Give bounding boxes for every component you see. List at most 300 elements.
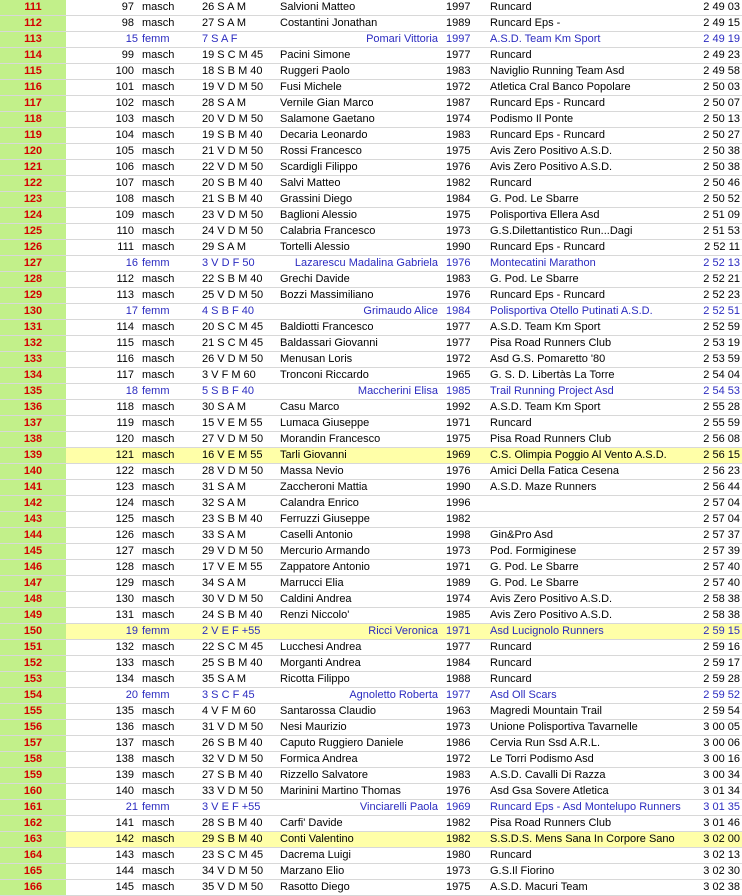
athlete-name-cell: Marzano Elio (280, 865, 345, 877)
athlete-name-cell: Caldini Andrea (280, 593, 352, 605)
athlete-name-cell: Renzi Niccolo' (280, 609, 350, 621)
category-cell: 29 V D M 50 (202, 545, 264, 557)
gender-cell: masch (142, 17, 175, 29)
position-cell: 156 (0, 720, 66, 736)
gender-cell: masch (142, 513, 175, 525)
gender-rank-cell: 127 (115, 545, 134, 557)
birth-year-cell: 1982 (444, 832, 484, 848)
category-cell: 22 S C M 45 (202, 641, 264, 653)
gender-rank-cell: 139 (115, 769, 134, 781)
finish-time-cell: 2 51 53 (703, 225, 740, 237)
gender-cell: masch (142, 769, 175, 781)
team-cell: Runcard (490, 1, 532, 13)
team-cell: Polisportiva Ellera Asd (490, 209, 600, 221)
athlete-name-cell: Lumaca Giuseppe (280, 417, 370, 429)
birth-year-cell: 1996 (446, 497, 471, 509)
gender-cell: masch (142, 641, 175, 653)
finish-time-cell: 2 57 37 (703, 529, 740, 541)
team-cell: Asd Gsa Sovere Atletica (490, 785, 609, 797)
team-cell: Asd Lucignolo Runners (484, 624, 686, 640)
position-cell: 116 (0, 80, 66, 96)
team-cell: Avis Zero Positivo A.S.D. (490, 161, 613, 173)
team-cell: S.S.D.S. Mens Sana In Corpore Sano (484, 832, 686, 848)
finish-time-cell: 2 52 13 (703, 257, 740, 269)
table-row (0, 192, 742, 208)
category-cell: 19 V D M 50 (202, 81, 264, 93)
athlete-name-cell: Menusan Loris (280, 353, 353, 365)
table-row (0, 80, 742, 96)
gender-rank-cell: 107 (115, 177, 134, 189)
position-cell: 129 (0, 288, 66, 304)
table-row (0, 640, 742, 656)
team-cell: Asd G.S. Pomaretto '80 (490, 353, 606, 365)
table-row (0, 224, 742, 240)
gender-cell: masch (142, 49, 175, 61)
position-cell: 111 (0, 0, 66, 16)
team-cell: Avis Zero Positivo A.S.D. (490, 145, 613, 157)
birth-year-cell: 1977 (446, 49, 471, 61)
birth-year-cell: 1984 (446, 193, 471, 205)
gender-rank-cell: 109 (115, 209, 134, 221)
team-cell: Runcard Eps - (490, 17, 561, 29)
birth-year-cell: 1984 (446, 305, 471, 317)
table-row (0, 384, 742, 400)
finish-time-cell: 2 50 07 (703, 97, 740, 109)
athlete-name-cell: Grechi Davide (280, 273, 350, 285)
gender-cell: masch (142, 369, 175, 381)
athlete-name-cell: Baldassari Giovanni (280, 337, 378, 349)
position-cell: 142 (0, 496, 66, 512)
position-cell: 144 (0, 528, 66, 544)
athlete-name-cell: Lazarescu Madalina Gabriela (294, 257, 438, 269)
gender-cell: masch (142, 193, 175, 205)
athlete-name-cell: Zappatore Antonio (280, 561, 370, 573)
position-cell: 118 (0, 112, 66, 128)
position-cell: 133 (0, 352, 66, 368)
team-cell: Trail Running Project Asd (490, 385, 614, 397)
gender-rank-cell: 131 (115, 609, 134, 621)
category-cell: 23 S B M 40 (202, 513, 263, 525)
table-row (0, 416, 742, 432)
gender-cell: masch (142, 721, 175, 733)
birth-year-cell: 1990 (446, 241, 471, 253)
position-cell: 151 (0, 640, 66, 656)
birth-year-cell: 1971 (446, 417, 471, 429)
category-cell: 26 V D M 50 (202, 353, 264, 365)
table-row (0, 176, 742, 192)
birth-year-cell: 1974 (446, 113, 471, 125)
finish-time-cell: 2 50 52 (703, 193, 740, 205)
team-cell: A.S.D. Team Km Sport (490, 33, 601, 45)
athlete-name-cell: Salvioni Matteo (280, 1, 356, 13)
finish-time-cell: 2 59 28 (703, 673, 740, 685)
category-cell: 31 S A M (202, 481, 247, 493)
gender-rank-cell: 135 (115, 705, 134, 717)
gender-cell: femm (142, 257, 170, 269)
birth-year-cell: 1992 (446, 401, 471, 413)
position-cell: 152 (0, 656, 66, 672)
table-row (0, 144, 742, 160)
athlete-name-cell: Rossi Francesco (280, 145, 362, 157)
athlete-name-cell: Rasotto Diego (280, 881, 350, 893)
athlete-name-cell: Vernile Gian Marco (280, 97, 374, 109)
birth-year-cell: 1986 (446, 737, 471, 749)
birth-year-cell: 1985 (446, 385, 471, 397)
category-cell: 20 V D M 50 (202, 113, 264, 125)
category-cell: 24 V D M 50 (202, 225, 264, 237)
birth-year-cell: 1983 (446, 65, 471, 77)
team-cell: Runcard (490, 641, 532, 653)
athlete-name-cell: Vinciarelli Paola (359, 801, 438, 813)
position-cell: 125 (0, 224, 66, 240)
birth-year-cell: 1973 (446, 545, 471, 557)
position-cell: 166 (0, 880, 66, 896)
gender-cell: masch (142, 321, 175, 333)
team-cell: A.S.D. Team Km Sport (490, 401, 601, 413)
team-cell: Montecatini Marathon (490, 257, 596, 269)
team-cell: Pisa Road Runners Club (490, 337, 612, 349)
gender-cell: masch (142, 865, 175, 877)
team-cell: G. Pod. Le Sbarre (490, 561, 579, 573)
category-cell: 3 V D F 50 (202, 257, 255, 269)
athlete-name-cell: Decaria Leonardo (280, 129, 368, 141)
team-cell: G. Pod. Le Sbarre (490, 193, 579, 205)
team-cell: Runcard (490, 657, 532, 669)
position-cell: 140 (0, 464, 66, 480)
gender-rank-cell: 112 (116, 273, 134, 285)
gender-rank-cell: 138 (115, 753, 134, 765)
category-cell: 19 S C M 45 (202, 49, 264, 61)
finish-time-cell: 2 57 40 (703, 577, 740, 589)
athlete-name-cell: Scardigli Filippo (280, 161, 358, 173)
athlete-name-cell: Dacrema Luigi (280, 849, 351, 861)
category-cell: 34 S A M (202, 577, 247, 589)
position-cell: 164 (0, 848, 66, 864)
birth-year-cell: 1977 (446, 689, 471, 701)
table-row (0, 32, 742, 48)
position-cell: 165 (0, 864, 66, 880)
team-cell: Cervia Run Ssd A.R.L. (490, 737, 601, 749)
birth-year-cell: 1976 (446, 785, 471, 797)
gender-cell: masch (142, 417, 175, 429)
birth-year-cell: 1969 (444, 448, 484, 464)
gender-rank-cell: 98 (121, 17, 134, 29)
table-row (0, 320, 742, 336)
position-cell: 148 (0, 592, 66, 608)
gender-cell: masch (142, 273, 175, 285)
position-cell: 115 (0, 64, 66, 80)
position-cell: 124 (0, 208, 66, 224)
athlete-name-cell: Grassini Diego (280, 193, 353, 205)
gender-cell: masch (142, 705, 175, 717)
category-cell: 22 S B M 40 (202, 273, 263, 285)
gender-cell: masch (142, 657, 175, 669)
position-cell: 130 (0, 304, 66, 320)
gender-rank-cell: 130 (115, 593, 134, 605)
table-row (0, 128, 742, 144)
table-row (0, 352, 742, 368)
athlete-name-cell: Agnoletto Roberta (349, 689, 438, 701)
athlete-name-cell: Baldiotti Francesco (280, 321, 374, 333)
athlete-name-cell: Nesi Maurizio (280, 721, 347, 733)
position-cell: 138 (0, 432, 66, 448)
category-cell: 3 V E F +55 (202, 801, 261, 813)
gender-rank-cell: 116 (116, 353, 134, 365)
athlete-name-cell: Morganti Andrea (280, 657, 361, 669)
finish-time-cell: 2 55 59 (703, 417, 740, 429)
position-cell: 121 (0, 160, 66, 176)
gender-rank-cell: 140 (115, 785, 134, 797)
athlete-name-cell: Salamone Gaetano (280, 113, 375, 125)
position-cell: 128 (0, 272, 66, 288)
gender-rank-cell: 134 (115, 673, 134, 685)
gender-cell: masch (142, 433, 175, 445)
finish-time-cell: 2 49 19 (703, 33, 740, 45)
gender-rank-cell: 126 (115, 529, 134, 541)
gender-rank-cell: 133 (115, 657, 134, 669)
athlete-name-cell: Massa Nevio (280, 465, 344, 477)
birth-year-cell: 1984 (446, 657, 471, 669)
athlete-name-cell: Tortelli Alessio (280, 241, 350, 253)
finish-time-cell: 2 58 38 (703, 609, 740, 621)
category-cell: 35 S A M (202, 673, 247, 685)
birth-year-cell: 1976 (446, 289, 471, 301)
finish-time-cell: 2 52 59 (703, 321, 740, 333)
birth-year-cell: 1972 (446, 353, 471, 365)
gender-cell: masch (142, 113, 175, 125)
gender-cell: masch (142, 785, 175, 797)
birth-year-cell: 1989 (446, 17, 471, 29)
category-cell: 35 V D M 50 (202, 881, 264, 893)
gender-cell: masch (142, 465, 175, 477)
table-row (0, 528, 742, 544)
gender-rank-cell: 110 (116, 225, 134, 237)
finish-time-cell: 2 54 04 (703, 369, 740, 381)
gender-cell: femm (142, 801, 170, 813)
finish-time-cell: 2 51 09 (703, 209, 740, 221)
table-row (0, 768, 742, 784)
finish-time-cell: 2 58 38 (703, 593, 740, 605)
table-row (0, 624, 742, 640)
gender-rank-cell: 100 (115, 65, 134, 77)
table-row (0, 256, 742, 272)
category-cell: 31 V D M 50 (202, 721, 264, 733)
category-cell: 30 V D M 50 (202, 593, 264, 605)
team-cell: Asd Oll Scars (490, 689, 557, 701)
gender-cell: masch (142, 673, 175, 685)
gender-rank-cell: 18 (125, 385, 138, 397)
category-cell: 3 V F M 60 (202, 369, 256, 381)
gender-rank-cell: 21 (125, 801, 138, 813)
table-row (0, 304, 742, 320)
table-row (0, 656, 742, 672)
category-cell: 25 V D M 50 (202, 289, 264, 301)
table-row (0, 704, 742, 720)
athlete-name-cell: Pomari Vittoria (366, 33, 438, 45)
table-row (0, 400, 742, 416)
athlete-name-cell: Formica Andrea (280, 753, 358, 765)
finish-time-cell: 2 50 13 (703, 113, 740, 125)
table-row (0, 544, 742, 560)
gender-cell: femm (142, 385, 170, 397)
gender-rank-cell: 113 (116, 289, 134, 301)
birth-year-cell: 1983 (446, 273, 471, 285)
gender-cell: femm (138, 624, 196, 640)
gender-rank-cell: 137 (115, 737, 134, 749)
athlete-name-cell: Rizzello Salvatore (280, 769, 369, 781)
finish-time-cell: 3 00 06 (703, 737, 740, 749)
table-row (0, 368, 742, 384)
gender-rank-cell: 106 (115, 161, 134, 173)
gender-cell: femm (142, 305, 170, 317)
team-cell: Runcard Eps - Runcard (490, 129, 605, 141)
table-row (0, 880, 742, 896)
finish-time-cell: 2 53 59 (703, 353, 740, 365)
position-cell: 146 (0, 560, 66, 576)
table-row (0, 0, 742, 16)
birth-year-cell: 1971 (444, 624, 484, 640)
position-cell: 139 (0, 448, 66, 464)
gender-rank-cell: 121 (66, 448, 138, 464)
team-cell: Runcard Eps - Runcard (490, 241, 605, 253)
category-cell: 19 S B M 40 (202, 129, 263, 141)
position-cell: 114 (0, 48, 66, 64)
gender-rank-cell: 122 (115, 465, 134, 477)
position-cell: 135 (0, 384, 66, 400)
category-cell: 26 S A M (202, 1, 247, 13)
finish-time-cell: 2 59 15 (686, 624, 742, 640)
birth-year-cell: 1982 (446, 513, 471, 525)
finish-time-cell: 2 56 23 (703, 465, 740, 477)
position-cell: 153 (0, 672, 66, 688)
birth-year-cell: 1989 (446, 577, 471, 589)
table-row (0, 752, 742, 768)
team-cell (484, 512, 686, 528)
category-cell: 25 S B M 40 (202, 657, 263, 669)
gender-cell: masch (142, 177, 175, 189)
team-cell: G. S. D. Libertàs La Torre (490, 369, 615, 381)
gender-rank-cell: 19 (66, 624, 138, 640)
gender-rank-cell: 111 (117, 241, 134, 253)
category-cell: 21 S B M 40 (202, 193, 263, 205)
finish-time-cell: 2 59 54 (703, 705, 740, 717)
gender-rank-cell: 118 (116, 401, 134, 413)
team-cell: A.S.D. Cavalli Di Razza (490, 769, 606, 781)
table-row (0, 208, 742, 224)
table-row (0, 864, 742, 880)
category-cell: 29 S B M 40 (196, 832, 272, 848)
athlete-name-cell: Caselli Antonio (280, 529, 353, 541)
finish-time-cell: 3 01 34 (703, 785, 740, 797)
position-cell: 134 (0, 368, 66, 384)
category-cell: 28 S B M 40 (202, 817, 263, 829)
finish-time-cell: 2 50 27 (703, 129, 740, 141)
athlete-name-cell: Conti Valentino (272, 832, 444, 848)
team-cell: Avis Zero Positivo A.S.D. (490, 593, 613, 605)
gender-cell: masch (142, 561, 175, 573)
position-cell: 160 (0, 784, 66, 800)
gender-cell: masch (142, 65, 175, 77)
finish-time-cell: 2 53 19 (703, 337, 740, 349)
finish-time-cell: 3 00 34 (703, 769, 740, 781)
birth-year-cell: 1982 (446, 817, 471, 829)
team-cell: A.S.D. Team Km Sport (490, 321, 601, 333)
gender-rank-cell: 117 (116, 369, 134, 381)
table-row (0, 64, 742, 80)
finish-time-cell: 2 57 04 (703, 513, 740, 525)
table-row (0, 432, 742, 448)
finish-time-cell: 2 55 28 (703, 401, 740, 413)
birth-year-cell: 1997 (446, 1, 471, 13)
gender-cell: masch (142, 129, 175, 141)
table-row (0, 592, 742, 608)
athlete-name-cell: Casu Marco (280, 401, 340, 413)
gender-cell: masch (142, 1, 175, 13)
finish-time-cell: 2 56 08 (703, 433, 740, 445)
athlete-name-cell: Mercurio Armando (280, 545, 370, 557)
table-row (0, 160, 742, 176)
position-cell: 126 (0, 240, 66, 256)
birth-year-cell: 1980 (446, 849, 471, 861)
gender-cell: masch (142, 609, 175, 621)
team-cell: Runcard (490, 849, 532, 861)
gender-cell: masch (142, 337, 175, 349)
birth-year-cell: 1977 (446, 337, 471, 349)
team-cell: Runcard (490, 49, 532, 61)
team-cell (484, 496, 686, 512)
gender-rank-cell: 103 (115, 113, 134, 125)
position-cell: 161 (0, 800, 66, 816)
table-row (0, 608, 742, 624)
gender-cell: masch (142, 817, 175, 829)
category-cell: 4 S B F 40 (202, 305, 254, 317)
gender-cell: masch (142, 529, 175, 541)
finish-time-cell: 2 52 21 (703, 273, 740, 285)
team-cell: Runcard Eps - Runcard (490, 289, 605, 301)
birth-year-cell: 1985 (446, 609, 471, 621)
finish-time-cell: 2 49 03 (703, 1, 740, 13)
finish-time-cell: 2 57 39 (703, 545, 740, 557)
athlete-name-cell: Lucchesi Andrea (280, 641, 362, 653)
birth-year-cell: 1976 (446, 465, 471, 477)
athlete-name-cell: Marinini Martino Thomas (280, 785, 401, 797)
team-cell: A.S.D. Maze Runners (490, 481, 597, 493)
team-cell: Magredi Mountain Trail (490, 705, 602, 717)
gender-cell: masch (142, 241, 175, 253)
athlete-name-cell: Ricci Veronica (272, 624, 444, 640)
athlete-name-cell: Morandin Francesco (280, 433, 381, 445)
category-cell: 20 S C M 45 (202, 321, 264, 333)
gender-cell: masch (138, 448, 196, 464)
finish-time-cell: 2 56 15 (686, 448, 742, 464)
table-row (0, 784, 742, 800)
gender-cell: masch (142, 881, 175, 893)
table-row (0, 688, 742, 704)
category-cell: 32 S A M (202, 497, 247, 509)
gender-rank-cell: 17 (125, 305, 138, 317)
team-cell: Pisa Road Runners Club (490, 433, 612, 445)
table-row (0, 448, 742, 464)
gender-rank-cell: 128 (115, 561, 134, 573)
gender-rank-cell: 142 (66, 832, 138, 848)
position-cell: 132 (0, 336, 66, 352)
table-row (0, 832, 742, 848)
gender-cell: masch (142, 97, 175, 109)
category-cell: 16 V E M 55 (196, 448, 272, 464)
finish-time-cell: 3 02 00 (686, 832, 742, 848)
athlete-name-cell: Tarli Giovanni (272, 448, 444, 464)
position-cell: 131 (0, 320, 66, 336)
